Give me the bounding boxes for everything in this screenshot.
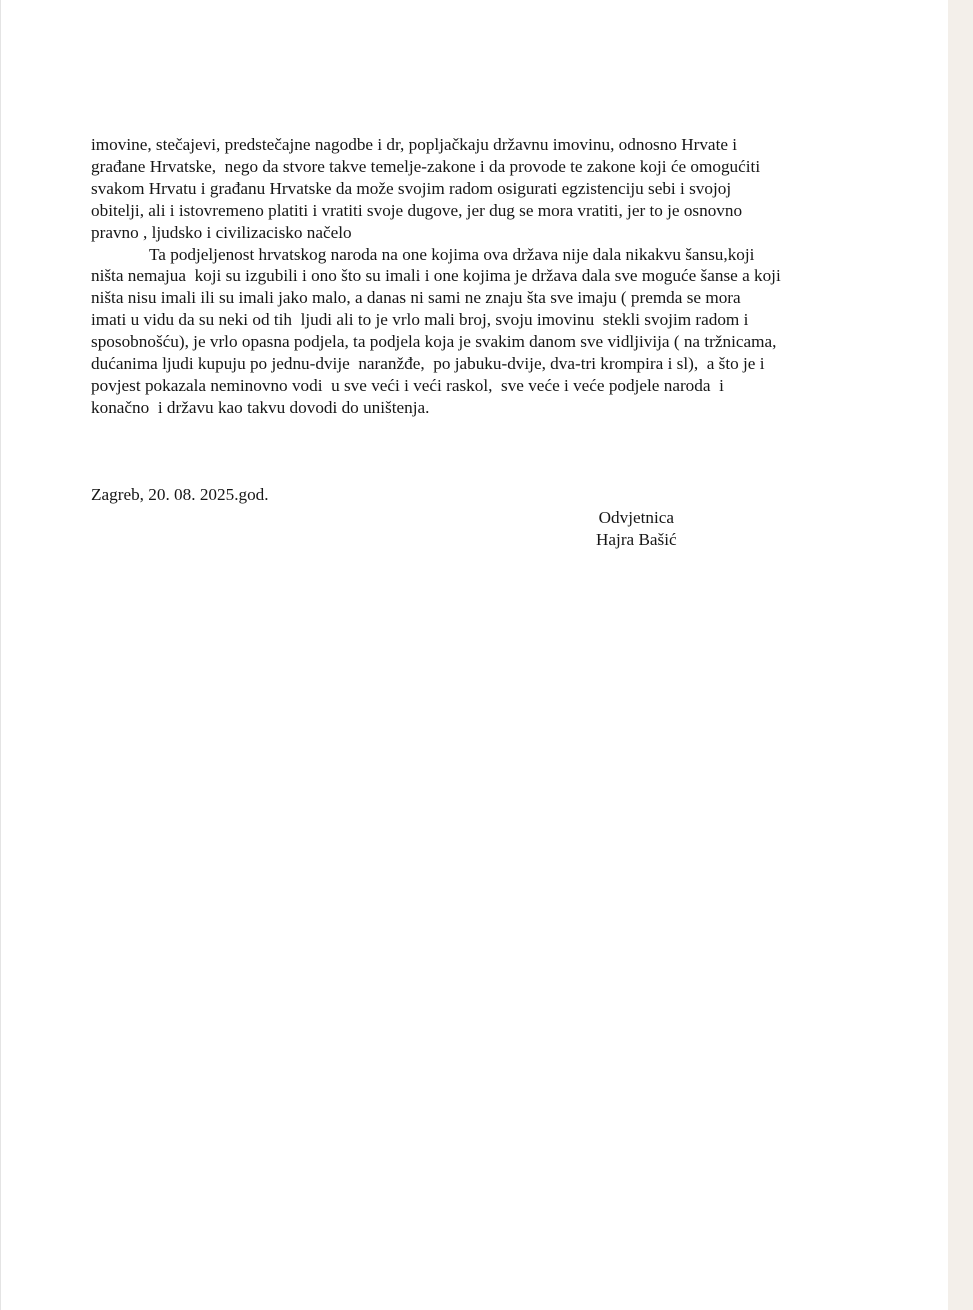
body-line: sposobnošću), je vrlo opasna podjela, ta podjela koja je svakim danom sve vidljivija ( na tržnicama, <box>91 332 777 352</box>
body-line: pravno , ljudsko i civilizacisko načelo <box>91 222 352 242</box>
body-line: ništa nisu imali ili su imali jako malo, a danas ni sami ne znaju šta sve imaju ( premda se mora <box>91 288 741 308</box>
body-line: obitelji, ali i istovremeno platiti i vratiti svoje dugove, jer dug se mora vratiti, jer to je osnovno <box>91 200 743 220</box>
document-body <box>91 134 891 419</box>
body-line: građane Hrvatske, nego da stvore takve temelje-zakone i da provode te zakone koji će omogućiti <box>91 156 761 176</box>
signature-block <box>596 507 677 551</box>
paragraph-start-line: Ta podjeljenost hrvatskog naroda na one kojima ova država nije dala nikakvu šansu,koji <box>149 244 755 264</box>
body-line: imati u vidu da su neki od tih ljudi ali to je vrlo mali broj, svoju imovinu stekli svojim radom i <box>91 310 749 330</box>
signature-name: Hajra Bašić <box>596 529 677 549</box>
body-line: dućanima ljudi kupuju po jednu-dvije naranžđe, po jabuku-dvije, dva-tri krompira i sl), a što je i <box>91 354 765 374</box>
body-line: konačno i državu kao takvu dovodi do uništenja. <box>91 397 430 417</box>
date-line: Zagreb, 20. 08. 2025.god. <box>91 485 269 504</box>
body-line: svakom Hrvatu i građanu Hrvatske da može svojim radom osigurati egzistenciju sebi i svojoj <box>91 178 732 198</box>
body-line: povjest pokazala neminovno vodi u sve veći i veći raskol, sve veće i veće podjele naroda i <box>91 375 724 395</box>
body-line: imovine, stečajevi, predstečajne nagodbe i dr, popljačkaju državnu imovinu, odnosno Hrvate i <box>91 135 738 154</box>
signature-title: Odvjetnica <box>598 508 675 527</box>
body-line: ništa nemajua koji su izgubili i ono što su imali i one kojima je država dala sve moguće šanse a koji <box>91 266 781 286</box>
